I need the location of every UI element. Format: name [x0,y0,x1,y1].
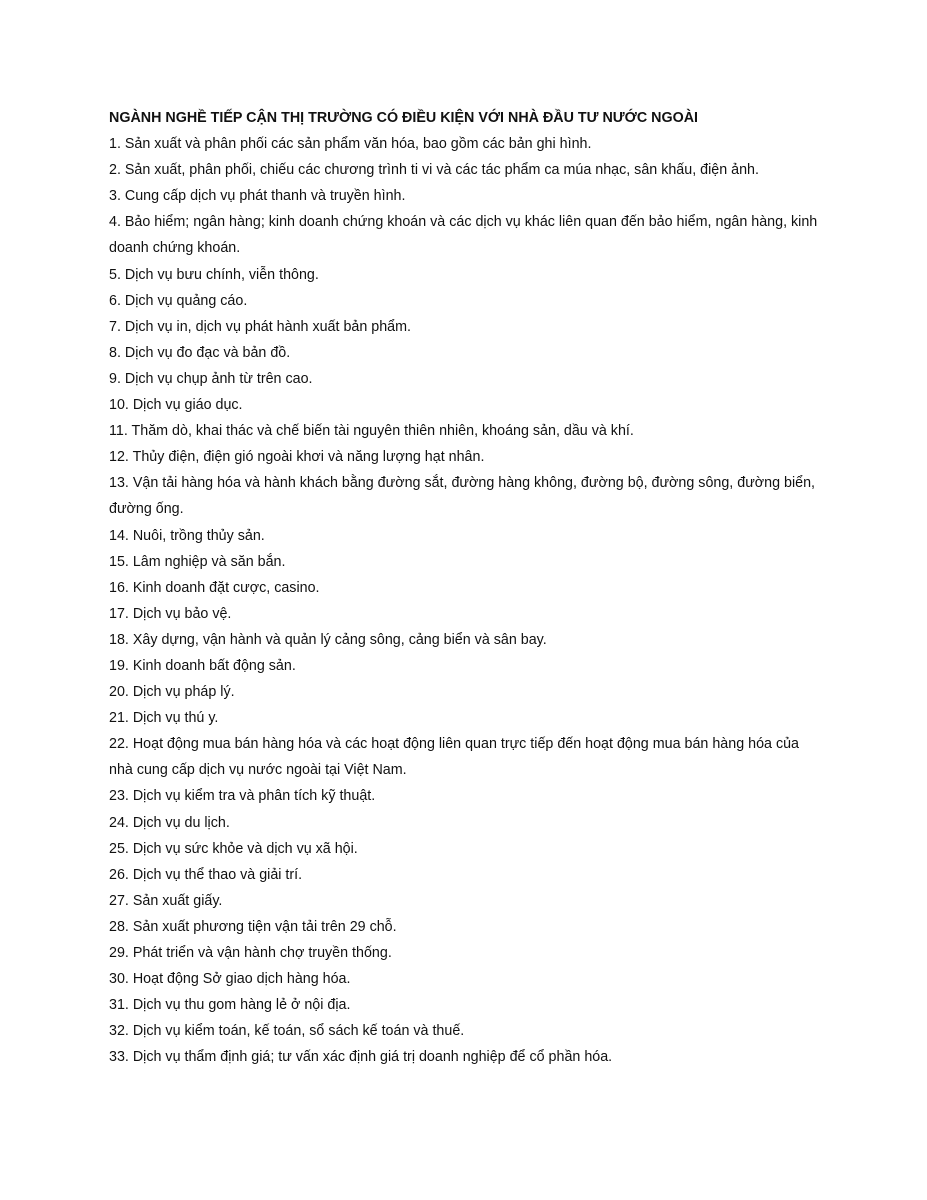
list-item: 5. Dịch vụ bưu chính, viễn thông. [109,266,319,283]
list-item: 31. Dịch vụ thu gom hàng lẻ ở nội địa. [109,997,351,1014]
list-item: 18. Xây dựng, vận hành và quản lý cảng sông, cảng biển và sân bay. [109,631,547,648]
list-item: 4. Bảo hiểm; ngân hàng; kinh doanh chứng khoán và các dịch vụ khác liên quan đến bảo hiểm, ngân hàng, kinh doanh chứng khoán. [109,214,818,257]
list-item: 17. Dịch vụ bảo vệ. [109,605,232,622]
list-item: 22. Hoạt động mua bán hàng hóa và các hoạt động liên quan trực tiếp đến hoạt động mua bán hàng hóa của nhà cung cấp dịch vụ nước ngoài tại Việt Nam. [109,736,799,779]
list-item: 13. Vận tải hàng hóa và hành khách bằng đường sắt, đường hàng không, đường bộ, đường sông, đường biển, đường ống. [109,475,816,518]
list-item: 3. Cung cấp dịch vụ phát thanh và truyền hình. [109,188,406,205]
list-item: 2. Sản xuất, phân phối, chiếu các chương trình ti vi và các tác phẩm ca múa nhạc, sân khấu, điện ảnh. [109,162,759,179]
list-item: 33. Dịch vụ thẩm định giá; tư vấn xác định giá trị doanh nghiệp để cổ phần hóa. [109,1049,613,1066]
industry-list [109,131,825,1070]
list-item: 23. Dịch vụ kiểm tra và phân tích kỹ thuật. [109,788,376,805]
list-item: 27. Sản xuất giấy. [109,892,223,909]
list-item: 24. Dịch vụ du lịch. [109,814,230,831]
document-content [109,105,825,1070]
list-item: 28. Sản xuất phương tiện vận tải trên 29 chỗ. [109,918,397,935]
list-item: 16. Kinh doanh đặt cược, casino. [109,579,320,596]
list-item: 6. Dịch vụ quảng cáo. [109,292,248,309]
list-item: 30. Hoạt động Sở giao dịch hàng hóa. [109,971,351,988]
document-title: NGÀNH NGHỀ TIẾP CẬN THỊ TRƯỜNG CÓ ĐIỀU KIỆN VỚI NHÀ ĐẦU TƯ NƯỚC NGOÀI [109,110,698,126]
list-item: 9. Dịch vụ chụp ảnh từ trên cao. [109,370,313,387]
list-item: 15. Lâm nghiệp và săn bắn. [109,553,286,570]
list-item: 25. Dịch vụ sức khỏe và dịch vụ xã hội. [109,840,358,857]
list-item: 10. Dịch vụ giáo dục. [109,397,243,414]
list-item: 29. Phát triển và vận hành chợ truyền thống. [109,945,392,961]
list-item: 32. Dịch vụ kiểm toán, kế toán, sổ sách kế toán và thuế. [109,1023,465,1040]
list-item: 7. Dịch vụ in, dịch vụ phát hành xuất bản phẩm. [109,318,412,335]
list-item: 26. Dịch vụ thể thao và giải trí. [109,866,303,883]
list-item: 14. Nuôi, trồng thủy sản. [109,527,265,544]
list-item: 11. Thăm dò, khai thác và chế biến tài nguyên thiên nhiên, khoáng sản, dầu và khí. [109,423,634,440]
list-item: 21. Dịch vụ thú y. [109,710,219,727]
list-item: 8. Dịch vụ đo đạc và bản đồ. [109,344,291,361]
list-item: 19. Kinh doanh bất động sản. [109,657,296,674]
list-item: 1. Sản xuất và phân phối các sản phẩm văn hóa, bao gồm các bản ghi hình. [109,136,592,153]
list-item: 20. Dịch vụ pháp lý. [109,684,235,701]
list-item: 12. Thủy điện, điện gió ngoài khơi và năng lượng hạt nhân. [109,449,485,466]
